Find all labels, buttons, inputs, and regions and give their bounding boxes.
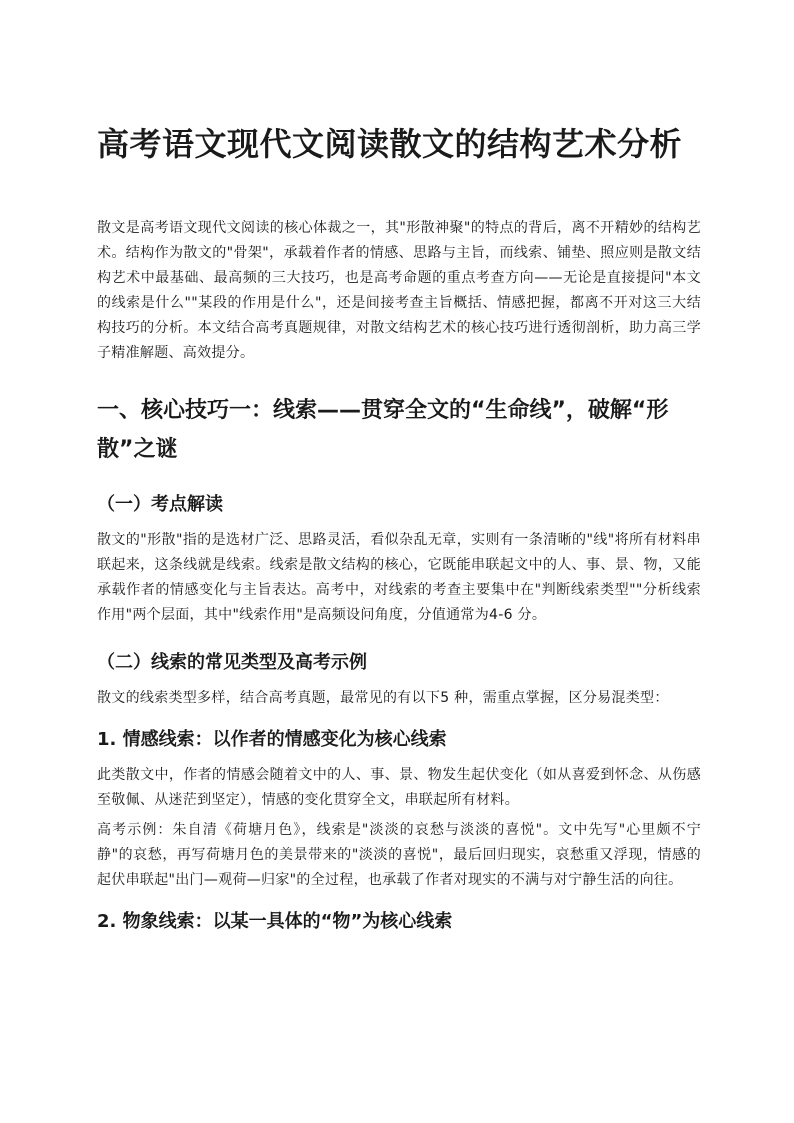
item-1-example: 高考示例：朱自清《荷塘月色》，线索是"淡淡的哀愁与淡淡的喜悦"。文中先写"心里颇不宁静"的哀愁，再写荷塘月色的美景带来的"淡淡的喜悦"，最后回归现实，哀愁重又浮现，情感的起伏串联起"出门—观荷—归家"的全过程，也承载了作者对现实的不满与对宁静生活的向往。: [97, 822, 701, 888]
document-page: [97, 116, 701, 945]
document-title: 高考语文现代文阅读散文的结构艺术分析: [97, 125, 683, 163]
section-1-heading: 一、核心技巧一：线索——贯穿全文的“生命线”，破解“形散”之谜: [97, 398, 669, 462]
subsection-1-heading: （一）考点解读: [97, 494, 223, 515]
subsection-1-paragraph: 散文的"形散"指的是选材广泛、思路灵活，看似杂乱无章，实则有一条清晰的"线"将所有材料串联起来，这条线就是线索。线索是散文结构的核心，它既能串联起文中的人、事、景、物，又能承载作者的情感变化与主旨表达。高考中，对线索的考查主要集中在"判断线索类型""分析线索作用"两个层面，其中"线索作用"是高频设问角度，分值通常为4-6 分。: [97, 532, 701, 623]
subsection-2-heading: （二）线索的常见类型及高考示例: [97, 652, 367, 673]
item-1-heading: 1. 情感线索：以作者的情感变化为核心线索: [97, 729, 447, 750]
subsection-2-paragraph: 散文的线索类型多样，结合高考真题，最常见的有以下5 种，需重点掌握，区分易混类型：: [97, 690, 669, 706]
item-2-heading: 2. 物象线索：以某一具体的“物”为核心线索: [97, 911, 453, 932]
intro-paragraph: 散文是高考语文现代文阅读的核心体裁之一，其"形散神聚"的特点的背后，离不开精妙的结构艺术。结构作为散文的"骨架"，承载着作者的情感、思路与主旨，而线索、铺垫、照应则是散文结构艺术中最基础、最高频的三大技巧，也是高考命题的重点考查方向——无论是直接提问"本文的线索是什么""某段的作用是什么"，还是间接考查主旨概括、情感把握，都离不开对这三大结构技巧的分析。本文结合高考真题规律，对散文结构艺术的核心技巧进行透彻剖析，助力高三学子精准解题、高效提分。: [97, 220, 701, 361]
item-1-paragraph: 此类散文中，作者的情感会随着文中的人、事、景、物发生起伏变化（如从喜爱到怀念、从伤感至敬佩、从迷茫到坚定），情感的变化贯穿全文，串联起所有材料。: [97, 767, 701, 808]
